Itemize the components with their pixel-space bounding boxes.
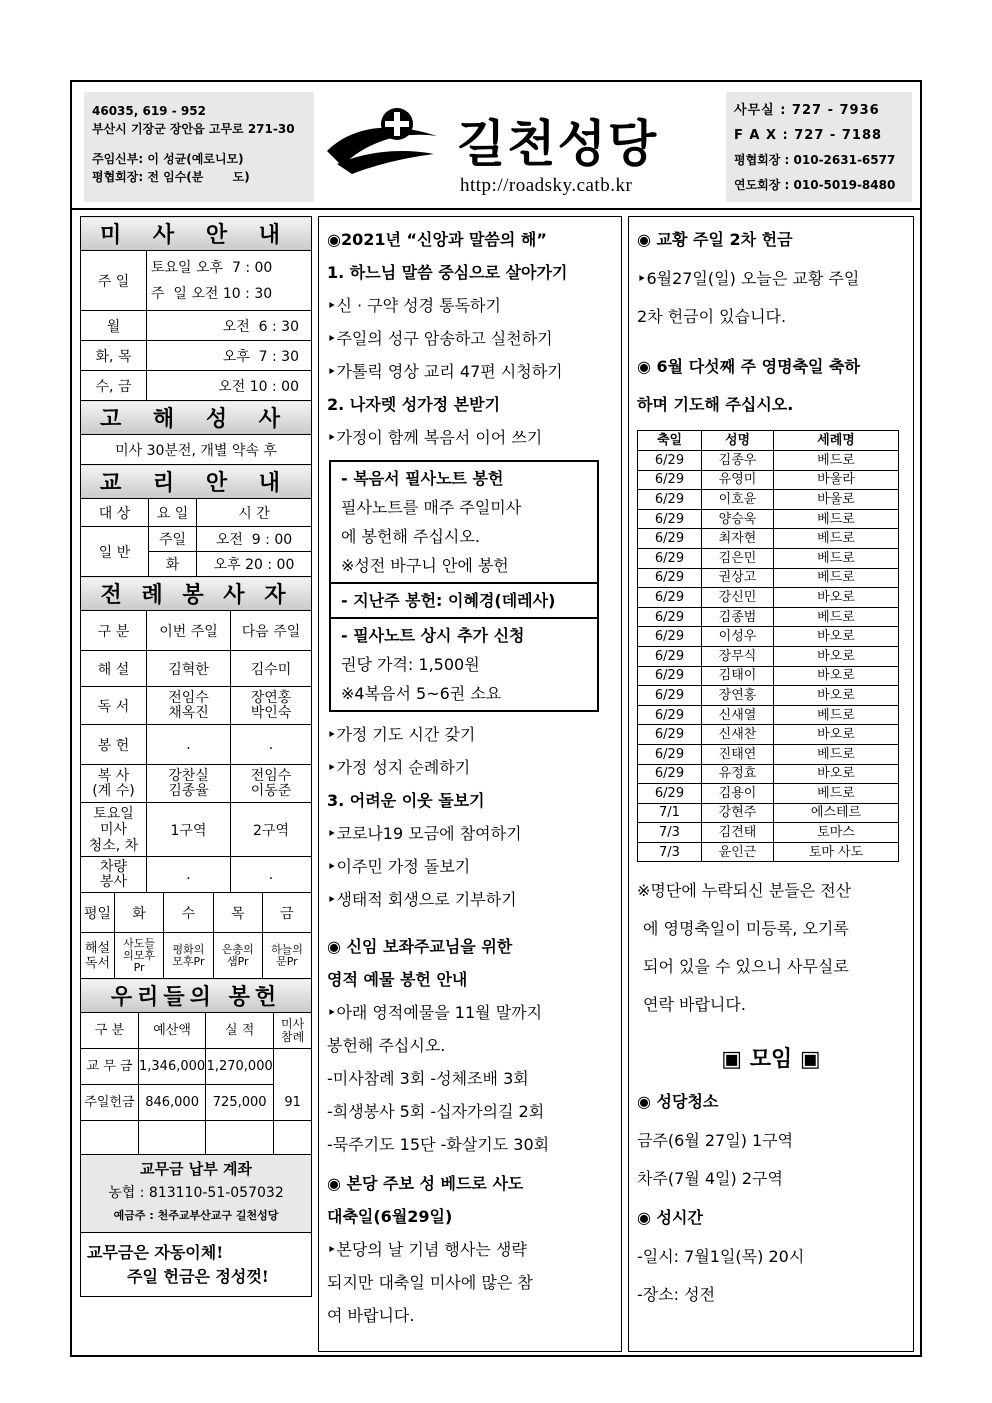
server-role: 해 설 xyxy=(81,651,147,687)
mass-day: 월 xyxy=(81,311,147,341)
nameday-row xyxy=(638,705,899,725)
catechism-time: 오전 9 : 00 xyxy=(197,527,312,552)
nameday-date: 6/29 xyxy=(638,490,702,510)
nameday-h: 세례명 xyxy=(774,431,899,451)
pope-line: 2차 헌금이 있습니다. xyxy=(637,307,787,326)
account-notes xyxy=(80,1233,312,1297)
mass-day: 화, 목 xyxy=(81,341,147,371)
server-role: 봉 헌 xyxy=(81,725,147,765)
mass-time: 오전 10 : 00 xyxy=(147,371,312,401)
weekday-group: 하늘의 문Pr xyxy=(262,933,311,979)
offering-label: 주일헌금 xyxy=(81,1085,139,1121)
nameday-date: 6/29 xyxy=(638,666,702,686)
weekday-h: 금 xyxy=(262,893,311,933)
nameday-row xyxy=(638,686,899,706)
confession-heading: 고 해 성 사 xyxy=(81,401,312,435)
nameday-baptismal-name: 바오로 xyxy=(774,686,899,706)
postal-code: 46035, 619 - 952 xyxy=(92,104,206,118)
server-role: 토요일 미사 청소, 차 xyxy=(81,803,147,857)
nameday-date: 7/3 xyxy=(638,842,702,862)
server-role: 독 서 xyxy=(81,687,147,725)
nameday-name: 신새찬 xyxy=(702,725,774,745)
cleaning-title: ◉ 성당청소 xyxy=(637,1092,719,1112)
nameday-name: 김용이 xyxy=(702,784,774,804)
account-heading: 교무금 납부 계좌 xyxy=(140,1160,252,1178)
nameday-row xyxy=(638,666,899,686)
nameday-name: 권상고 xyxy=(702,568,774,588)
nameday-name: 김종범 xyxy=(702,607,774,627)
mass-sat: 토요일 오후 7 : 00 xyxy=(151,259,273,276)
offering-budget: 1,346,000 xyxy=(139,1049,206,1085)
offering-attendance: 91 xyxy=(274,1049,312,1121)
nameday-baptismal-name: 베드로 xyxy=(774,509,899,529)
header-address-box xyxy=(84,92,314,202)
nameday-note: 연락 바랍니다. xyxy=(643,995,746,1015)
nameday-date: 6/29 xyxy=(638,607,702,627)
server-this: 김혁한 xyxy=(147,651,231,687)
nameday-title: ◉ 6월 다섯째 주 영명축일 축하 xyxy=(637,357,860,376)
nameday-date: 6/29 xyxy=(638,470,702,490)
nameday-date: 6/29 xyxy=(638,548,702,568)
feast-line: 여 바랍니다. xyxy=(327,1306,415,1325)
nameday-date: 7/1 xyxy=(638,803,702,823)
nameday-row xyxy=(638,451,899,471)
server-role: 차량 봉사 xyxy=(81,857,147,893)
gospel-notes-box xyxy=(329,460,599,712)
weekday-group: 사도들 의모후 Pr xyxy=(115,933,164,979)
nameday-note: ※명단에 누락되신 분들은 전산 xyxy=(637,881,852,901)
box3-line: 권당 가격: 1,500원 xyxy=(341,655,480,674)
pope-line: ‣6월27일(일) 오늘은 교황 주일 xyxy=(637,269,860,288)
offering-h2: 예산액 xyxy=(139,1013,206,1049)
box2-line: - 지난주 봉헌: 이혜경(데레사) xyxy=(341,591,556,610)
parish-url[interactable]: http://roadsky.catb.kr xyxy=(460,175,633,196)
account-holder: 예금주 : 천주교부산교구 길천성당 xyxy=(113,1209,279,1222)
nameday-row xyxy=(638,509,899,529)
bishop-line: -묵주기도 15단 -화살기도 30회 xyxy=(327,1135,550,1154)
nameday-h: 축일 xyxy=(638,431,702,451)
nameday-baptismal-name: 바오로 xyxy=(774,588,899,608)
holyhour-line: -장소: 성전 xyxy=(637,1285,716,1305)
nameday-row xyxy=(638,529,899,549)
account-note2: 주일 헌금은 정성껏! xyxy=(127,1267,269,1286)
bishop-title: 영적 예물 봉헌 안내 xyxy=(327,970,468,989)
catechism-h3: 시 간 xyxy=(197,499,312,527)
catechism-day: 주일 xyxy=(149,527,197,552)
council-chair: 평협회장: 전 임수(분 도) xyxy=(92,170,250,184)
offering-budget: 846,000 xyxy=(139,1085,206,1121)
mass-sun: 주 일 오전 10 : 30 xyxy=(151,285,273,302)
left-column xyxy=(80,216,312,1297)
account-note1: 교무금은 자동이체! xyxy=(87,1243,224,1262)
nameday-baptismal-name: 바오로 xyxy=(774,646,899,666)
nameday-date: 6/29 xyxy=(638,509,702,529)
right-column xyxy=(628,216,914,1352)
holyhour-line: -일시: 7월1일(목) 20시 xyxy=(637,1247,805,1267)
church-logo-icon xyxy=(322,96,442,176)
weekday-label: 해설 독서 xyxy=(81,933,115,979)
servers-h3: 다음 주일 xyxy=(231,611,312,651)
nameday-row xyxy=(638,646,899,666)
nameday-name: 윤인근 xyxy=(702,842,774,862)
nameday-name: 양승욱 xyxy=(702,509,774,529)
server-role: 복 사 (계 수) xyxy=(81,765,147,803)
nameday-name: 김은민 xyxy=(702,548,774,568)
nameday-baptismal-name: 에스테르 xyxy=(774,803,899,823)
box1-line: ※성전 바구니 안에 봉헌 xyxy=(341,556,509,575)
header xyxy=(72,82,920,210)
servers-heading: 전 례 봉 사 자 xyxy=(81,577,312,611)
offering-actual: 1,270,000 xyxy=(206,1049,274,1085)
bishop-line: 봉헌해 주십시오. xyxy=(327,1036,446,1055)
nameday-name: 장무식 xyxy=(702,646,774,666)
nameday-date: 6/29 xyxy=(638,744,702,764)
catechism-group: 일 반 xyxy=(81,527,149,577)
nameday-row xyxy=(638,725,899,745)
nameday-row xyxy=(638,842,899,862)
cleaning-line: 차주(7월 4일) 2구역 xyxy=(637,1169,783,1189)
servers-h1: 구 분 xyxy=(81,611,147,651)
nameday-date: 6/29 xyxy=(638,784,702,804)
nameday-date: 6/29 xyxy=(638,646,702,666)
box3-line: ※4복음서 5~6권 소요 xyxy=(341,684,502,703)
nameday-baptismal-name: 바오로 xyxy=(774,627,899,647)
section-1: 1. 하느님 말씀 중심으로 살아가기 xyxy=(327,263,568,282)
office-phone: 사무실 : 727 - 7936 xyxy=(734,103,880,118)
nameday-row xyxy=(638,568,899,588)
pastor: 주임신부: 이 성균(예로니모) xyxy=(92,152,244,166)
catechism-h1: 대 상 xyxy=(81,499,149,527)
nameday-baptismal-name: 베드로 xyxy=(774,744,899,764)
nameday-baptismal-name: 토마 사도 xyxy=(774,842,899,862)
nameday-row xyxy=(638,627,899,647)
box3-title: - 필사노트 상시 추가 신청 xyxy=(341,626,525,645)
nameday-note: 에 영명축일이 미등록, 오기록 xyxy=(643,919,849,939)
box1-line: 필사노트를 매주 주일미사 xyxy=(341,498,522,517)
list-item: ‣신 · 구약 성경 통독하기 xyxy=(327,296,501,315)
nameday-name: 유정효 xyxy=(702,764,774,784)
nameday-date: 6/29 xyxy=(638,568,702,588)
server-this: . xyxy=(147,857,231,893)
nameday-baptismal-name: 베드로 xyxy=(774,705,899,725)
offering-label: 교 무 금 xyxy=(81,1049,139,1085)
server-next: 2구역 xyxy=(231,803,312,857)
year-title: ◉2021년 “신앙과 말씀의 해” xyxy=(327,230,547,249)
offering-heading: 우리들의 봉헌 xyxy=(81,979,312,1013)
feast-line: 되지만 대축일 미사에 많은 참 xyxy=(327,1273,533,1292)
nameday-name: 유영미 xyxy=(702,470,774,490)
server-this: 1구역 xyxy=(147,803,231,857)
nameday-row xyxy=(638,490,899,510)
weekday-h: 화 xyxy=(115,893,164,933)
nameday-baptismal-name: 바오로 xyxy=(774,764,899,784)
council-phone: 평협회장 : 010-2631-6577 xyxy=(734,153,896,167)
offering-h1: 구 분 xyxy=(81,1013,139,1049)
weekday-table xyxy=(80,892,312,1013)
meeting-heading: ▣ 모임 ▣ xyxy=(721,1047,821,1073)
feast-title: 대축일(6월29일) xyxy=(327,1207,453,1226)
catechism-time: 오후 20 : 00 xyxy=(197,552,312,577)
nameday-date: 6/29 xyxy=(638,451,702,471)
server-next: 김수미 xyxy=(231,651,312,687)
nameday-baptismal-name: 베드로 xyxy=(774,451,899,471)
nameday-date: 6/29 xyxy=(638,588,702,608)
weekday-h: 수 xyxy=(164,893,214,933)
weekday-group: 은총의 샘Pr xyxy=(213,933,262,979)
server-next: 장연홍 박인숙 xyxy=(231,687,312,725)
nameday-baptismal-name: 베드로 xyxy=(774,568,899,588)
offering-actual: 725,000 xyxy=(206,1085,274,1121)
nameday-baptismal-name: 베드로 xyxy=(774,607,899,627)
nameday-baptismal-name: 바울로 xyxy=(774,490,899,510)
bishop-line: -미사참례 3회 -성체조배 3회 xyxy=(327,1069,529,1088)
nameday-name: 최자현 xyxy=(702,529,774,549)
nameday-name: 강신민 xyxy=(702,588,774,608)
section-2: 2. 나자렛 성가정 본받기 xyxy=(327,395,501,414)
nameday-name: 강현주 xyxy=(702,803,774,823)
nameday-row xyxy=(638,548,899,568)
nameday-date: 6/29 xyxy=(638,705,702,725)
nameday-note: 되어 있을 수 있으니 사무실로 xyxy=(643,957,849,977)
mass-heading: 미 사 안 내 xyxy=(81,217,312,251)
bishop-title: ◉ 신임 보좌주교님을 위한 xyxy=(327,937,513,956)
box1-line: 에 봉헌해 주십시오. xyxy=(341,527,480,546)
left-table xyxy=(80,216,312,499)
nameday-name: 김종우 xyxy=(702,451,774,471)
nameday-baptismal-name: 토마스 xyxy=(774,823,899,843)
catechism-heading: 교 리 안 내 xyxy=(81,465,312,499)
nameday-baptismal-name: 바울라 xyxy=(774,470,899,490)
list-item: ‣주일의 성구 암송하고 실천하기 xyxy=(327,329,553,348)
account-bank: 농협 : 813110-51-057032 xyxy=(108,1185,284,1201)
bishop-line: -희생봉사 5회 -십자가의길 2회 xyxy=(327,1102,545,1121)
list-item: ‣생태적 회생으로 기부하기 xyxy=(327,890,517,909)
box1-title: - 복음서 필사노트 봉헌 xyxy=(341,469,504,488)
weekday-h: 평일 xyxy=(81,893,115,933)
nameday-name: 이호윤 xyxy=(702,490,774,510)
weekday-h: 목 xyxy=(213,893,262,933)
offering-h3: 실 적 xyxy=(206,1013,274,1049)
list-item: ‣이주민 가정 돌보기 xyxy=(327,857,471,876)
list-item: ‣가정 성지 순례하기 xyxy=(327,758,471,777)
nameday-date: 7/3 xyxy=(638,823,702,843)
server-next: . xyxy=(231,725,312,765)
nameday-baptismal-name: 베드로 xyxy=(774,784,899,804)
mass-sunday-label: 주 일 xyxy=(81,251,147,311)
nameday-baptismal-name: 베드로 xyxy=(774,529,899,549)
youth-phone: 연도회장 : 010-5019-8480 xyxy=(734,178,896,192)
nameday-row xyxy=(638,607,899,627)
mass-day: 수, 금 xyxy=(81,371,147,401)
nameday-name: 장연홍 xyxy=(702,686,774,706)
nameday-baptismal-name: 바오로 xyxy=(774,666,899,686)
list-item: ‣가정이 함께 복음서 이어 쓰기 xyxy=(327,428,543,447)
holyhour-title: ◉ 성시간 xyxy=(637,1208,703,1228)
nameday-row xyxy=(638,744,899,764)
nameday-title: 하며 기도해 주십시오. xyxy=(637,395,794,414)
nameday-baptismal-name: 바오로 xyxy=(774,725,899,745)
parish-title: 길천성당 xyxy=(457,115,659,173)
server-next: 전임수 이동준 xyxy=(231,765,312,803)
nameday-row xyxy=(638,803,899,823)
nameday-row xyxy=(638,823,899,843)
mass-time: 오후 7 : 30 xyxy=(147,341,312,371)
server-this: . xyxy=(147,725,231,765)
nameday-name: 김견태 xyxy=(702,823,774,843)
bulletin-frame xyxy=(70,80,922,1357)
pope-title: ◉ 교황 주일 2차 헌금 xyxy=(637,230,793,249)
nameday-baptismal-name: 베드로 xyxy=(774,548,899,568)
confession-text: 미사 30분전, 개별 약속 후 xyxy=(81,435,312,465)
server-next: . xyxy=(231,857,312,893)
nameday-row xyxy=(638,588,899,608)
servers-h2: 이번 주일 xyxy=(147,611,231,651)
nameday-table xyxy=(637,430,899,862)
catechism-day: 화 xyxy=(149,552,197,577)
nameday-date: 6/29 xyxy=(638,529,702,549)
server-this: 강찬실 김종율 xyxy=(147,765,231,803)
catechism-h2: 요 일 xyxy=(149,499,197,527)
nameday-date: 6/29 xyxy=(638,725,702,745)
server-this: 전임수 채옥진 xyxy=(147,687,231,725)
nameday-row xyxy=(638,764,899,784)
fax: F A X : 727 - 7188 xyxy=(734,128,883,143)
list-item: ‣코로나19 모금에 참여하기 xyxy=(327,824,522,843)
middle-column xyxy=(318,216,622,1352)
list-item: ‣가톨릭 영상 교리 47편 시청하기 xyxy=(327,362,563,381)
account-box xyxy=(80,1155,312,1233)
offering-h4: 미사 참례 xyxy=(274,1013,312,1049)
list-item: ‣가정 기도 시간 갖기 xyxy=(327,725,476,744)
nameday-name: 진태연 xyxy=(702,744,774,764)
feast-line: ‣본당의 날 기념 행사는 생략 xyxy=(327,1240,527,1259)
servers-table xyxy=(80,610,312,893)
nameday-name: 이성우 xyxy=(702,627,774,647)
bishop-line: ‣아래 영적예물을 11월 말까지 xyxy=(327,1003,543,1022)
nameday-date: 6/29 xyxy=(638,627,702,647)
cleaning-line: 금주(6월 27일) 1구역 xyxy=(637,1131,794,1151)
feast-title: ◉ 본당 주보 성 베드로 사도 xyxy=(327,1174,524,1193)
weekday-group: 평화의 모후Pr xyxy=(164,933,214,979)
nameday-date: 6/29 xyxy=(638,686,702,706)
nameday-h: 성명 xyxy=(702,431,774,451)
nameday-date: 6/29 xyxy=(638,764,702,784)
nameday-row xyxy=(638,784,899,804)
nameday-name: 김태이 xyxy=(702,666,774,686)
address: 부산시 기장군 장안읍 고무로 271-30 xyxy=(92,122,295,136)
mass-time: 오전 6 : 30 xyxy=(147,311,312,341)
section-3: 3. 어려운 이웃 돌보기 xyxy=(327,791,485,810)
nameday-name: 신새열 xyxy=(702,705,774,725)
offering-table xyxy=(80,1012,312,1155)
nameday-row xyxy=(638,470,899,490)
header-contact-box xyxy=(726,92,912,202)
catechism-table xyxy=(80,498,312,611)
